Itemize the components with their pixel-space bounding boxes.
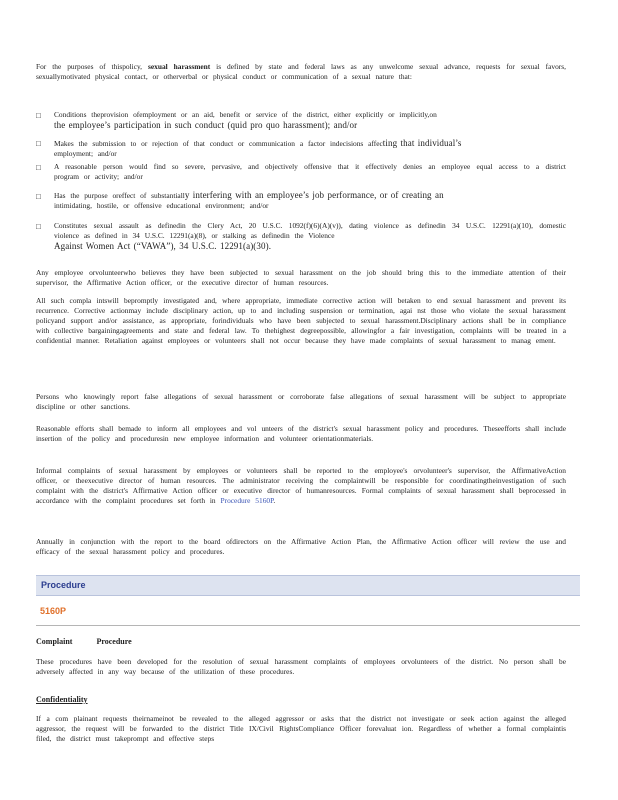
bullet-icon: □ [36, 163, 41, 172]
bullet-item-sexual-assault: Constitutes sexual assault as definedin the Clery Act, 20 U.S.C. 1092(f)(6)(A)(v)), dating violence as definedin 34 U.S.C. 12291(a)(10), domestic violence as defined in 34 U.S.C. 12291(a)(8), or stalking as definedin the Violence Against Women Act (“VAWA”), 34 U.S.C. 12291(a)(30). [54, 221, 566, 251]
complaint-procedure-heading: Complaint Procedure [36, 637, 132, 646]
bullet-item-quid-pro-quo: Conditions theprovision ofemployment or an aid, benefit or service of the district, either explicitly or implicitly,on the employee’s participation in such conduct (quid pro quo harassment); and/or [54, 110, 437, 130]
inform-paragraph: Reasonable efforts shall bemade to inform all employees and vol unteers of the district's sexual harassment policy and procedures. Theseefforts shall include insertion of the policy and proceduresin new employee information and volunteer orientationmaterials. [36, 424, 566, 443]
bullet-icon: □ [36, 222, 41, 231]
false-allegations-paragraph: Persons who knowingly report false allegations of sexual harassment or corroborate false allegations of sexual harassment will be subject to appropriate discipline or other sanctions. [36, 392, 566, 411]
annual-review-paragraph: Annually in conjunction with the report to the board ofdirectors on the Affirmative Action Plan, the Affirmative Action officer will review the use and efficacy of the sexual harassment policy and procedures. [36, 537, 566, 556]
procedure-heading: Procedure [41, 580, 86, 590]
procedure-link[interactable]: Procedure 5160P [220, 496, 274, 505]
confidentiality-heading: Confidentiality [36, 695, 88, 704]
bullet-icon: □ [36, 111, 41, 120]
term-sexual-harassment: sexual harassment [148, 62, 211, 71]
bullet-icon: □ [36, 139, 41, 148]
confidentiality-paragraph: If a com plainant requests theirnameinot be revealed to the alleged aggressor or asks that the district not investigate or seek action against the alleged aggressor, the request will be forwarded to the district Title IX/Civil RightsCompliance Officer forevaluat ion. Regardless of whether a formal complaintis filed, the district must takeprompt and effective steps [36, 714, 566, 743]
bullet-item-employment-decisions: Makes the submission to or rejection of that conduct or communication a factor indecisions affecting that individual’s employment; and/or [54, 138, 462, 158]
investigation-paragraph: All such compla intswill bepromptly investigated and, where appropriate, immediate corrective action will betaken to end sexual harassment and prevent its recurrence. Corrective actionmay include disciplinary action, up to and including suspension or termination, agai nst those who violate the sexual harassment policyand support and/or assistance, as appropriate, forindividuals who have been subjected to sexual harassment.Disciplinary actions shall be in compliance with collective bargainingagreements and state and federal law. To thehighest degreepossible, allowingfor a fair investigation, complaints will be treated in a confidential manner. Retaliation against employees or volunteers shall not occur because they have made complaints of sexual harassment to manag ement. [36, 296, 566, 345]
definition-paragraph: For the purposes of thispolicy, sexual harassment is defined by state and federal laws as any unwelcome sexual advance, requests for sexual favors, sexuallymotivated physical contact, or otherverbal or physical conduct or communication of a sexual nature that: [36, 62, 566, 81]
report-paragraph: Any employee orvolunteerwho believes they have been subjected to sexual harassment on the job should bring this to the immediate attention of their supervisor, the Affirmative Action officer, or the executive director of human resources. [36, 268, 566, 287]
informal-complaints-paragraph: Informal complaints of sexual harassment by employees or volunteers shall be reported to the employee's orvolunteer's supervisor, the AffirmativeAction officer, or theexecutive director of human resources. The administrator receiving the complaintwill be responsible for coordinatingtheinvestigation of such complaint with the district's Affirmative Action officer or executive director of humanresources. Formal complaints of sexual harassment shall beprocessed in accordance with the complaint procedures set forth in Procedure 5160P. [36, 466, 566, 505]
bullet-icon: □ [36, 192, 41, 201]
procedures-paragraph: These procedures have been developed for the resolution of sexual harassment complaints of employees orvolunteers of the district. No person shall be adversely affected in any way because of the utilization of these procedures. [36, 657, 566, 676]
divider [36, 625, 580, 626]
bullet-item-job-performance: Has the purpose oreffect of substantially interfering with an employee’s job performance, or of creating an intimidating, hostile, or offensive educational environment; and/or [54, 190, 444, 210]
bullet-item-equal-access: A reasonable person would find so severe, pervasive, and objectively offensive that it effectively denies an employee equal access to a district program or activity; and/or [54, 162, 566, 181]
procedure-code: 5160P [40, 606, 67, 616]
procedure-heading-band [36, 575, 580, 596]
